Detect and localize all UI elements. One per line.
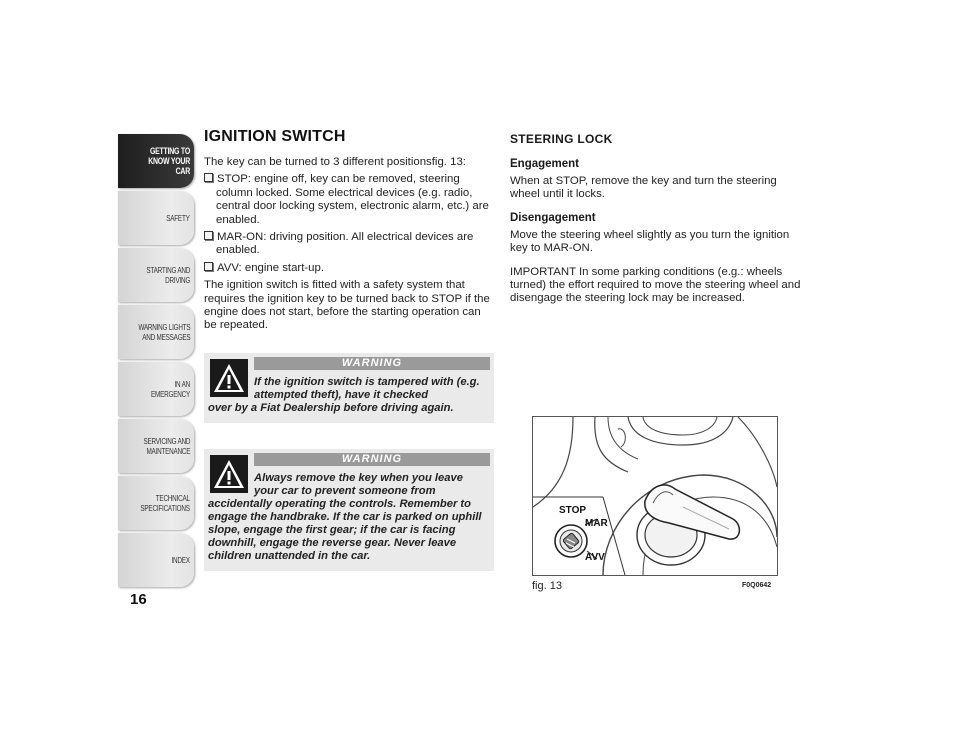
checkbox-bullet-icon	[204, 173, 213, 182]
tab-getting-to-know-your-car[interactable]	[118, 134, 194, 188]
tab-label: SPECIFICATIONS	[140, 503, 190, 513]
checkbox-bullet-icon	[204, 262, 213, 271]
warning-text	[208, 376, 490, 415]
tab-safety[interactable]	[118, 191, 194, 245]
ignition-switch-section	[204, 128, 494, 337]
warning-text-first: If the ignition switch is tampered with (e.g. attempted theft), have it checked	[254, 376, 480, 401]
tab-label: DRIVING	[165, 275, 190, 285]
warning-box-remove-key	[204, 449, 494, 571]
list-item	[204, 262, 494, 275]
warning-text	[208, 472, 490, 563]
tab-technical-specifications[interactable]	[118, 476, 194, 530]
tab-index[interactable]	[118, 533, 194, 587]
ignition-key-illustration	[532, 416, 778, 576]
list-item-text: MAR-ON: driving position. All electrical devices are enabled.	[216, 231, 474, 257]
tab-label: INDEX	[171, 555, 190, 565]
list-item	[204, 231, 494, 258]
tab-label: SERVICING AND	[143, 436, 190, 446]
warning-text-rest: accidentally operating the controls. Remember to engage the handbrake. If the car is parked on uphill slope, engage the first gear; if the car is facing downhill, engage the reverse gear. Never leave children unattended in the car.	[208, 498, 482, 562]
tab-label: AND MESSAGES	[141, 332, 190, 342]
section-title: STEERING LOCK	[510, 132, 613, 146]
stop-label: STOP	[559, 505, 587, 516]
safety-system-paragraph: The ignition switch is fitted with a safety system that requires the ignition key to be turned back to STOP if the engine does not start, before the starting operation can be repeated.	[204, 279, 490, 332]
warning-box-tampering	[204, 353, 494, 423]
tab-starting-and-driving[interactable]	[118, 248, 194, 302]
tab-warning-lights-and-messages[interactable]	[118, 305, 194, 359]
disengagement-text: Move the steering wheel slightly as you turn the ignition key to MAR-ON.	[510, 228, 790, 255]
list-item-text: STOP: engine off, key can be removed, steering column locked. Some electrical devices (e.g. radio, central door locking system, electronic alarm, etc.) are enabled.	[216, 173, 489, 226]
checkbox-bullet-icon	[204, 231, 213, 240]
figure-caption: fig. 13	[532, 580, 562, 592]
warning-triangle-icon	[210, 455, 248, 493]
warning-text-rest: over by a Fiat Dealership before driving again.	[208, 402, 454, 414]
tab-in-an-emergency[interactable]	[118, 362, 194, 416]
warning-heading: WARNING	[254, 453, 490, 466]
page-number: 16	[130, 591, 147, 608]
tab-label: WARNING LIGHTS	[137, 322, 190, 332]
warning-heading: WARNING	[254, 357, 490, 370]
tab-label: MAINTENANCE	[146, 446, 190, 456]
ignition-drawing	[533, 417, 777, 575]
important-note: IMPORTANT In some parking conditions (e.g.: wheels turned) the effort required to move the steering wheel and disengage the steering lock may be increased.	[510, 265, 801, 305]
mar-label: MAR	[585, 518, 608, 529]
position-list	[204, 173, 494, 275]
engagement-text: When at STOP, remove the key and turn the steering wheel until it locks.	[510, 175, 777, 201]
disengagement-heading: Disengagement	[510, 211, 596, 224]
tab-label: TECHNICAL	[155, 493, 190, 503]
figure-code: F0Q0642	[742, 582, 772, 589]
engagement-heading: Engagement	[510, 158, 580, 170]
tab-label: KNOW YOUR CAR	[148, 155, 190, 176]
tab-label: STARTING AND	[146, 265, 190, 275]
list-item	[204, 173, 494, 227]
tab-servicing-and-maintenance[interactable]	[118, 419, 194, 473]
list-item-text: AVV: engine start-up.	[217, 261, 325, 274]
tab-label: IN AN EMERGENCY	[151, 379, 190, 399]
warning-text-first: Always remove the key when you leave your car to prevent someone from	[254, 472, 463, 497]
steering-lock-section	[510, 128, 806, 316]
avv-label: AVV	[585, 552, 605, 563]
intro-paragraph: The key can be turned to 3 different positionsfig. 13:	[204, 156, 466, 168]
tab-label: SAFETY	[166, 213, 190, 223]
section-title: IGNITION SWITCH	[204, 128, 346, 145]
warning-triangle-icon	[210, 359, 248, 397]
tab-label: GETTING TO	[149, 145, 190, 156]
